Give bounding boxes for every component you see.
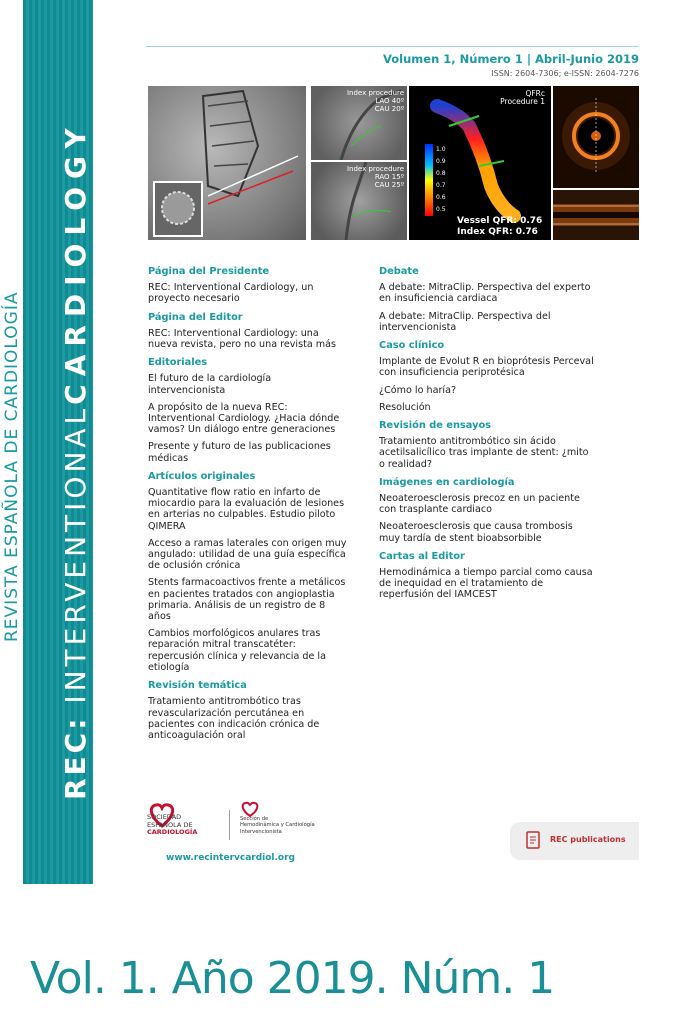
toc-right [379,266,594,607]
toc-item: Presente y futuro de las publicaciones médicas [148,441,331,464]
lao-label: Index procedure LAO 40º CAU 20º [346,89,404,113]
toc-section-heading: Página del Presidente [148,266,270,277]
toc-item: Acceso a ramas laterales con origen muy angulado: utilidad de una guía específica de oclusión crónica [148,537,347,572]
volume-line: Volumen 1, Número 1 | Abril-Junio 2019 [383,52,639,66]
vessel-qfr: Vessel QFR: 0.76 [457,216,543,226]
angiography-rao-image [311,162,407,240]
title-rec: REC: [59,715,92,800]
logo-divider [229,810,230,840]
sec-logo-text: SOCIEDAD ESPAÑOLA DE CARDIOLOGÍA [147,813,198,836]
toc-item: Neoateroesclerosis que causa trombosis muy tardía de stent bioabsorbible [379,521,573,544]
toc-item: Quantitative flow ratio en infarto de miocardio para la evaluación de lesiones en arterias no culpables. Estudio piloto QIMERA [148,487,345,532]
toc-item: Hemodinámica a tiempo parcial como causa de inequidad en el tratamiento de reperfusión del IAMCEST [379,567,593,601]
toc-item: REC: Interventional Cardiology, un proyecto necesario [148,282,314,305]
journal-subtitle-vertical: REVISTA ESPAÑOLA DE CARDIOLOGÍA [2,291,22,642]
publisher-name: REC publications [550,835,626,844]
section-logo-text: Sección de Hemodinámica y Cardiología Intervencionista [240,816,315,835]
header-rule [146,46,639,47]
toc-section-heading: Caso clínico [379,340,445,352]
oct-cross-section-image [553,86,639,188]
toc-item: Tratamiento antitrombótico tras revascularización percutánea en pacientes con indicación crónica de anticoagulación oral [148,696,320,741]
toc-left [148,266,348,747]
journal-title-vertical [58,20,94,800]
angiography-valve-image [148,86,306,240]
title-cardiology: CARDIOLOGY [59,120,92,405]
toc-section-heading: Cartas al Editor [379,550,465,562]
website-url[interactable]: www.recintervcardiol.org [166,853,295,863]
issn-line: ISSN: 2604-7306; e-ISSN: 2604-7276 [491,69,639,78]
qfr-title: QFRc Procedure 1 [500,89,545,106]
issue-caption: Vol. 1. Año 2019. Núm. 1 [30,953,555,1004]
society-logos [147,800,347,845]
rao-label: Index procedure RAO 15º CAU 25º [346,165,404,189]
toc-item: Stents farmacoactivos frente a metálicos en pacientes tratados con angioplastia primaria. Análisis de un registro de 8 años [148,577,346,623]
toc-item: Implante de Evolut R en bioprótesis Perceval con insuficiencia periprotésica [379,356,594,379]
toc-section-heading: Debate [379,266,419,277]
angiography-lao-image [311,86,407,160]
toc-item: Tratamiento antitrombótico sin ácido acetilsalicílico tras implante de stent: ¿mito o realidad? [379,436,589,470]
toc-item: REC: Interventional Cardiology: una nueva revista, pero no una revista más [148,327,337,351]
toc-item: A propósito de la nueva REC: Interventional Cardiology. ¿Hacia dónde vamos? Un diálogo entre generaciones [148,401,340,436]
toc-section-heading: Artículos originales [148,470,256,482]
publication-icon [525,830,543,852]
toc-section-heading: Imágenes en cardiología [379,476,515,488]
toc-item: ¿Cómo lo haría? [379,384,457,396]
toc-section-heading: Editoriales [148,357,208,369]
toc-section-heading: Revisión de ensayos [379,420,492,432]
index-qfr: Index QFR: 0.76 [457,227,538,237]
toc-item: Resolución [379,401,431,413]
qfr-3d-image [409,86,551,240]
title-interventional: INTERVENTIONAL [59,404,92,704]
toc-item: A debate: MitraClip. Perspectiva del experto en insuficiencia cardiaca [379,282,591,305]
qfr-scale: 1.0 0.9 0.8 0.7 0.6 0.5 [436,146,446,213]
toc-item: Neoateroesclerosis precoz en un paciente con trasplante cardiaco [379,493,580,516]
toc-item: El futuro de la cardiología intervencionista [148,373,272,396]
toc-item: A debate: MitraClip. Perspectiva del intervencionista [379,310,551,333]
oct-longitudinal-image [553,190,639,240]
toc-item: Cambios morfológicos anulares tras reparación mitral transcatéter: repercusión clínica y relevancia de la etiología [148,628,326,673]
rec-publications-badge [510,822,639,860]
toc-section-heading: Página del Editor [148,311,243,323]
toc-section-heading: Revisión temática [148,680,247,692]
